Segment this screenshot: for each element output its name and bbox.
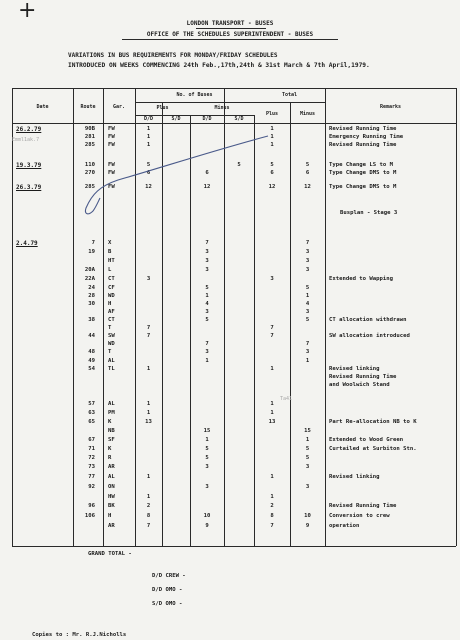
row-garage: SW bbox=[108, 333, 115, 339]
header-minus: Minus bbox=[214, 105, 230, 111]
row-garage: AL bbox=[108, 474, 115, 480]
copies-to: Copies to : Mr. R.J.Nicholls bbox=[32, 632, 127, 638]
row-garage: FW bbox=[108, 142, 115, 148]
row-route: 73 bbox=[88, 464, 95, 470]
row-plus-dd: 3 bbox=[146, 276, 151, 282]
row-garage: FW bbox=[108, 126, 115, 132]
row-garage: WD bbox=[108, 341, 115, 347]
row-plus-dd: 8 bbox=[146, 513, 151, 519]
row-minus-dd: 6 bbox=[205, 170, 209, 176]
header-route: Route bbox=[80, 104, 96, 110]
row-total-plus: 1 bbox=[270, 366, 274, 372]
row-total-minus: 5 bbox=[305, 285, 310, 291]
row-minus-dd: 3 bbox=[205, 309, 209, 315]
row-total-minus: 15 bbox=[304, 428, 311, 434]
row-minus-dd: 3 bbox=[205, 258, 209, 264]
row-garage: T bbox=[108, 349, 112, 355]
row-remarks: SW allocation introduced bbox=[329, 333, 410, 339]
row-plus-dd: 1 bbox=[146, 494, 151, 500]
row-route: 22A bbox=[84, 276, 95, 282]
row-total-plus: 1 bbox=[270, 134, 274, 140]
header-no-of-buses: No. of Buses bbox=[176, 92, 213, 98]
row-remarks: Busplan - Stage 3 bbox=[340, 210, 398, 216]
sd-omo-label: S/D OMO - bbox=[152, 601, 183, 607]
row-garage: CT bbox=[108, 276, 115, 282]
corner-mark: + bbox=[18, 0, 37, 23]
row-minus-dd: 7 bbox=[205, 240, 209, 246]
row-plus-dd: 1 bbox=[146, 474, 151, 480]
row-garage: H bbox=[108, 301, 112, 307]
row-plus-dd: 1 bbox=[146, 410, 151, 416]
row-garage: FW bbox=[108, 170, 115, 176]
row-total-plus: 7 bbox=[270, 325, 274, 331]
row-minus-sd: 5 bbox=[237, 162, 241, 168]
row-remarks: Revised linking bbox=[329, 366, 380, 372]
row-route: 20A bbox=[84, 267, 95, 273]
row-garage: AL bbox=[108, 358, 115, 364]
row-plus-dd: 1 bbox=[146, 134, 151, 140]
grand-total-label: GRAND TOTAL - bbox=[88, 551, 132, 557]
row-minus-dd: 1 bbox=[205, 358, 209, 364]
row-garage: FW bbox=[108, 184, 115, 190]
row-total-plus: 13 bbox=[268, 419, 276, 425]
row-route: 7 bbox=[91, 240, 95, 246]
row-remarks: Part Re-allocation NB to K bbox=[329, 419, 417, 425]
header-total-minus: Minus bbox=[299, 111, 316, 117]
row-total-minus: 5 bbox=[305, 162, 310, 168]
row-remarks: Type Change DMS to M bbox=[329, 170, 397, 176]
row-total-minus: 4 bbox=[305, 301, 310, 307]
row-remarks: Type Change LS to M bbox=[329, 162, 393, 168]
row-garage: NB bbox=[108, 428, 115, 434]
header-date: Date bbox=[36, 104, 49, 110]
row-garage: TL bbox=[108, 366, 115, 372]
header-plus: Plus bbox=[156, 105, 169, 111]
row-total-plus: 8 bbox=[270, 513, 274, 519]
row-total-plus: 7 bbox=[270, 523, 274, 529]
row-total-plus: 6 bbox=[270, 170, 274, 176]
row-garage: FW bbox=[108, 162, 115, 168]
row-plus-dd: 1 bbox=[146, 401, 151, 407]
row-garage: FW bbox=[108, 134, 115, 140]
row-minus-dd: 1 bbox=[205, 437, 209, 443]
row-plus-dd: 1 bbox=[146, 366, 151, 372]
row-route: 285 bbox=[84, 142, 95, 148]
row-total-minus: 3 bbox=[305, 258, 310, 264]
row-remarks: Curtailed at Surbiton Stn. bbox=[329, 446, 417, 452]
row-remarks: CT allocation withdrawn bbox=[329, 317, 407, 323]
row-remarks: Revised Running Time bbox=[329, 126, 397, 132]
row-remarks: Type Change DMS to M bbox=[329, 184, 397, 190]
row-remarks: Conversion to crew bbox=[329, 513, 390, 519]
row-plus-dd: 1 bbox=[146, 142, 151, 148]
row-total-minus: 3 bbox=[305, 249, 310, 255]
row-total-minus: 3 bbox=[305, 464, 310, 470]
doc-intro: INTRODUCED ON WEEKS COMMENCING 24th Feb.,17th,24th & 31st March & 7th April,1979. bbox=[68, 62, 370, 69]
row-garage: R bbox=[108, 455, 112, 461]
row-remarks: Revised Running Time bbox=[329, 503, 397, 509]
row-remarks: operation bbox=[329, 523, 360, 529]
row-date: 26.3.79 bbox=[16, 184, 42, 191]
row-route: 77 bbox=[88, 474, 95, 480]
pen-stroke bbox=[85, 136, 268, 214]
row-route: 28 bbox=[88, 293, 95, 299]
row-route: 67 bbox=[88, 437, 95, 443]
row-total-plus: 5 bbox=[270, 162, 274, 168]
row-garage: ON bbox=[108, 484, 115, 490]
row-garage: HT bbox=[108, 258, 115, 264]
row-total-minus: 10 bbox=[304, 513, 311, 519]
row-remarks: Revised Running Time bbox=[329, 374, 397, 380]
row-total-plus: 7 bbox=[270, 333, 274, 339]
row-garage: AF bbox=[108, 309, 115, 315]
row-total-plus: 1 bbox=[270, 401, 274, 407]
row-total-minus: 1 bbox=[305, 437, 310, 443]
row-garage: K bbox=[108, 446, 112, 452]
row-garage: HW bbox=[108, 494, 115, 500]
row-garage: SF bbox=[108, 437, 115, 443]
header-garage: Gar. bbox=[112, 104, 126, 110]
row-date: 2.4.79 bbox=[16, 240, 38, 247]
row-total-plus: 12 bbox=[268, 184, 276, 190]
row-total-minus: 1 bbox=[305, 293, 310, 299]
faint-note: Ta41 bbox=[280, 396, 293, 402]
row-garage: CT bbox=[108, 317, 115, 323]
row-minus-dd: 4 bbox=[205, 301, 209, 307]
row-minus-dd: 5 bbox=[205, 317, 209, 323]
row-plus-dd: 2 bbox=[146, 503, 151, 509]
row-route: 92 bbox=[88, 484, 95, 490]
row-garage: H bbox=[108, 513, 112, 519]
row-route: 30 bbox=[88, 301, 95, 307]
row-garage: PM bbox=[108, 410, 115, 416]
row-minus-dd: 5 bbox=[205, 455, 209, 461]
header-total: Total bbox=[281, 92, 298, 98]
row-route: 90B bbox=[84, 126, 95, 132]
row-total-plus: 1 bbox=[270, 494, 274, 500]
row-minus-dd: 15 bbox=[203, 428, 211, 434]
row-total-minus: 5 bbox=[305, 455, 310, 461]
row-garage: B bbox=[108, 249, 112, 255]
row-total-minus: 1 bbox=[305, 358, 310, 364]
row-route: 54 bbox=[88, 366, 95, 372]
row-total-minus: 5 bbox=[305, 446, 310, 452]
row-total-minus: 9 bbox=[305, 523, 310, 529]
row-total-minus: 7 bbox=[305, 341, 310, 347]
row-minus-dd: 7 bbox=[205, 341, 209, 347]
row-route: 71 bbox=[88, 446, 95, 452]
row-minus-dd: 9 bbox=[205, 523, 209, 529]
row-minus-dd: 1 bbox=[205, 293, 209, 299]
row-plus-dd: 13 bbox=[145, 419, 152, 425]
row-route: 57 bbox=[88, 401, 95, 407]
row-remarks: Extended to Wapping bbox=[329, 276, 393, 282]
row-route: 49 bbox=[88, 358, 95, 364]
row-route: 106 bbox=[84, 513, 95, 519]
row-date: 26.2.79 bbox=[16, 126, 42, 133]
faint-note: Emml1ak.7 bbox=[12, 137, 40, 143]
row-minus-dd: 3 bbox=[205, 349, 209, 355]
row-minus-dd: 3 bbox=[205, 484, 209, 490]
row-remarks: Revised linking bbox=[329, 474, 380, 480]
row-route: 44 bbox=[88, 333, 95, 339]
row-total-plus: 1 bbox=[270, 474, 274, 480]
doc-subtitle: VARIATIONS IN BUS REQUIREMENTS FOR MONDAY/FRIDAY SCHEDULES bbox=[68, 52, 278, 59]
row-total-minus: 6 bbox=[305, 170, 310, 176]
row-total-minus: 3 bbox=[305, 349, 310, 355]
row-total-plus: 3 bbox=[270, 276, 274, 282]
header-total-plus: Plus bbox=[265, 111, 279, 117]
row-route: 65 bbox=[88, 419, 95, 425]
row-plus-dd: 6 bbox=[146, 170, 151, 176]
row-garage: AL bbox=[108, 401, 115, 407]
row-plus-dd: 12 bbox=[145, 184, 152, 190]
row-garage: CF bbox=[108, 285, 115, 291]
row-plus-dd: 7 bbox=[146, 333, 151, 339]
header-remarks: Remarks bbox=[379, 104, 402, 110]
row-remarks: Extended to Wood Green bbox=[329, 437, 404, 443]
row-total-plus: 1 bbox=[270, 142, 274, 148]
row-total-plus: 1 bbox=[270, 410, 274, 416]
row-garage: BK bbox=[108, 503, 115, 509]
row-remarks: Revised Running Time bbox=[329, 142, 397, 148]
row-garage: AR bbox=[108, 523, 115, 529]
row-remarks: and Woolwich Stand bbox=[329, 382, 390, 388]
row-route: 285 bbox=[84, 184, 95, 190]
row-route: 48 bbox=[88, 349, 95, 355]
office-title: OFFICE OF THE SCHEDULES SUPERINTENDENT - BUSES bbox=[146, 31, 314, 38]
row-remarks: Emergency Running Time bbox=[329, 134, 404, 140]
row-minus-dd: 12 bbox=[203, 184, 211, 190]
row-garage: X bbox=[108, 240, 112, 246]
row-garage: AR bbox=[108, 464, 115, 470]
header-minus-sd: S/D bbox=[234, 116, 244, 122]
row-minus-dd: 3 bbox=[205, 267, 209, 273]
row-total-minus: 3 bbox=[305, 267, 310, 273]
row-garage: L bbox=[108, 267, 112, 273]
row-route: 96 bbox=[88, 503, 95, 509]
row-route: 281 bbox=[84, 134, 95, 140]
row-minus-dd: 10 bbox=[203, 513, 211, 519]
row-date: 19.3.79 bbox=[16, 162, 42, 169]
row-garage: WD bbox=[108, 293, 115, 299]
row-garage: K bbox=[108, 419, 112, 425]
dd-crew-label: D/D CREW - bbox=[152, 573, 186, 579]
row-total-plus: 1 bbox=[270, 126, 274, 132]
row-total-minus: 3 bbox=[305, 484, 310, 490]
row-route: 63 bbox=[88, 410, 95, 416]
row-route: 19 bbox=[88, 249, 95, 255]
row-minus-dd: 5 bbox=[205, 285, 209, 291]
dd-omo-label: D/D OMO - bbox=[152, 587, 183, 593]
row-minus-dd: 3 bbox=[205, 464, 209, 470]
header-minus-dd: D/D bbox=[202, 116, 212, 122]
row-plus-dd: 1 bbox=[146, 126, 151, 132]
row-total-minus: 3 bbox=[305, 309, 310, 315]
row-garage: T bbox=[108, 325, 112, 331]
row-plus-dd: 5 bbox=[146, 162, 151, 168]
row-plus-dd: 7 bbox=[146, 325, 151, 331]
header-plus-sd: S/D bbox=[171, 116, 181, 122]
row-total-minus: 5 bbox=[305, 317, 310, 323]
row-route: 110 bbox=[84, 162, 95, 168]
row-plus-dd: 7 bbox=[146, 523, 151, 529]
row-total-minus: 7 bbox=[305, 240, 310, 246]
row-minus-dd: 3 bbox=[205, 249, 209, 255]
row-minus-dd: 5 bbox=[205, 446, 209, 452]
row-route: 38 bbox=[88, 317, 95, 323]
header-plus-dd: D/D bbox=[143, 116, 154, 122]
row-route: 72 bbox=[88, 455, 95, 461]
row-total-minus: 12 bbox=[304, 184, 311, 190]
row-total-plus: 2 bbox=[270, 503, 274, 509]
row-route: 270 bbox=[84, 170, 95, 176]
org-title: LONDON TRANSPORT - BUSES bbox=[186, 20, 274, 27]
row-route: 24 bbox=[88, 285, 95, 291]
